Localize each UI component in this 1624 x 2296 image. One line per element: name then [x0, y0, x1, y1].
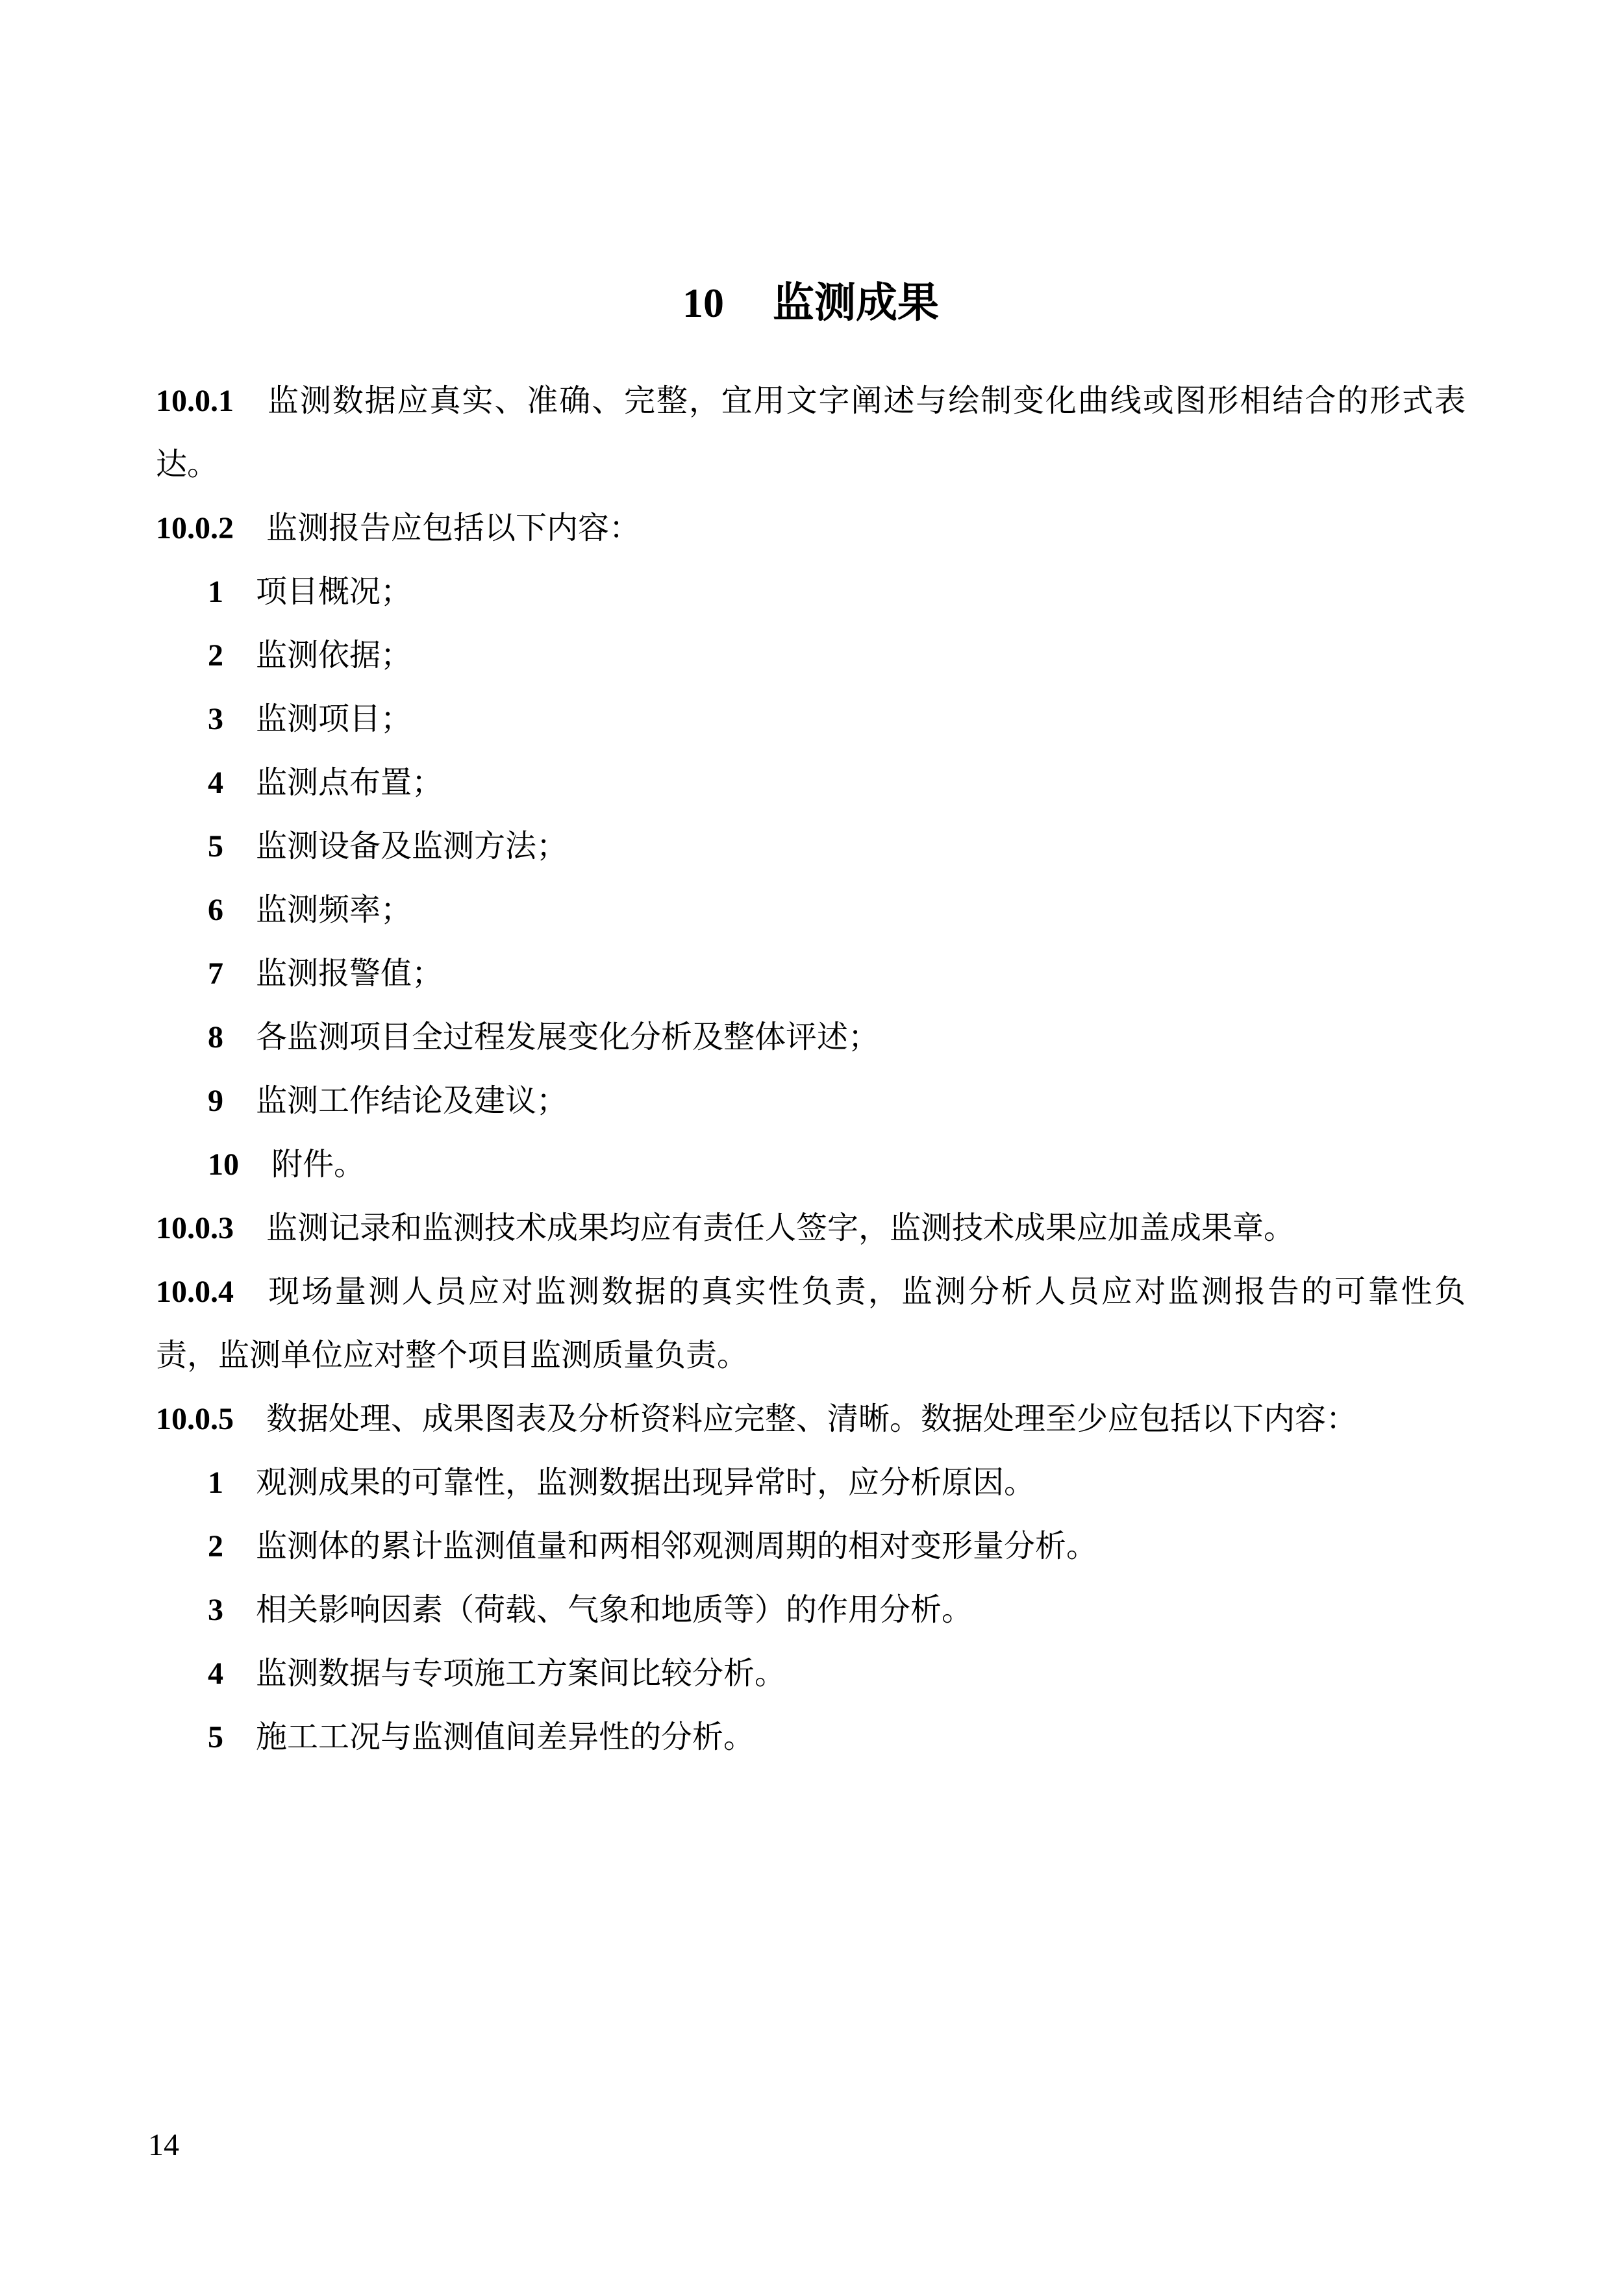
- list-item: [156, 815, 1466, 879]
- item-text: 监测报警值；: [256, 956, 443, 991]
- list-item: [156, 624, 1466, 688]
- chapter-title: [156, 282, 1466, 324]
- clause-number: 10.0.5: [156, 1402, 234, 1436]
- item-number: 5: [208, 1720, 223, 1754]
- clause-line: [156, 1324, 1466, 1388]
- item-number: 1: [208, 1466, 223, 1500]
- clause-text: 监测记录和监测技术成果均应有责任人签字，监测技术成果应加盖成果章。: [266, 1211, 1295, 1245]
- item-text: 监测数据与专项施工方案间比较分析。: [256, 1656, 786, 1691]
- chapter-number: 10: [682, 280, 724, 326]
- list-item: [156, 1706, 1466, 1769]
- item-text: 监测设备及监测方法；: [256, 829, 568, 864]
- item-text: 相关影响因素（荷载、气象和地质等）的作用分析。: [256, 1593, 973, 1627]
- list-item: [156, 1069, 1466, 1133]
- clause-number: 10.0.1: [156, 384, 234, 418]
- clause-text: 责，监测单位应对整个项目监测质量负责。: [156, 1338, 749, 1373]
- clause-number: 10.0.4: [156, 1275, 234, 1309]
- item-text: 观测成果的可靠性，监测数据出现异常时，应分析原因。: [256, 1466, 1036, 1500]
- clause-number: 10.0.3: [156, 1211, 234, 1245]
- list-item: [156, 942, 1466, 1006]
- item-text: 监测工作结论及建议；: [256, 1084, 568, 1118]
- list-item: [156, 1515, 1466, 1578]
- item-number: 2: [208, 638, 223, 673]
- item-text: 监测频率；: [256, 893, 412, 927]
- clause-text: 数据处理、成果图表及分析资料应完整、清晰。数据处理至少应包括以下内容：: [266, 1402, 1358, 1436]
- list-item: [156, 1451, 1466, 1515]
- clause-10-0-5: [156, 1388, 1466, 1769]
- clause-text: 现场量测人员应对监测数据的真实性负责，监测分析人员应对监测报告的可靠性负: [266, 1275, 1466, 1309]
- item-number: 8: [208, 1020, 223, 1054]
- item-number: 2: [208, 1529, 223, 1564]
- clause-number: 10.0.2: [156, 511, 234, 545]
- list-item: [156, 1578, 1466, 1642]
- clause-line: [156, 497, 1466, 560]
- list-item: [156, 688, 1466, 751]
- item-number: 1: [208, 575, 223, 609]
- item-text: 项目概况；: [256, 575, 412, 609]
- list-item: [156, 1006, 1466, 1069]
- clause-10-0-1: [156, 369, 1466, 497]
- list-item: [156, 1642, 1466, 1706]
- list-item: [156, 751, 1466, 815]
- clause-text: 监测数据应真实、准确、完整，宜用文字阐述与绘制变化曲线或图形相结合的形式表: [266, 384, 1466, 418]
- item-number: 5: [208, 829, 223, 864]
- clause-line: [156, 1197, 1466, 1260]
- clause-line: [156, 433, 1466, 497]
- item-number: 6: [208, 893, 223, 927]
- item-text: 监测项目；: [256, 702, 412, 736]
- clause-text: 达。: [156, 447, 219, 482]
- chapter-name: 监测成果: [773, 280, 939, 326]
- document-body: [156, 369, 1466, 1769]
- item-text: 监测体的累计监测值量和两相邻观测周期的相对变形量分析。: [256, 1529, 1098, 1564]
- item-number: 7: [208, 956, 223, 991]
- page-content: [156, 0, 1466, 1769]
- item-number: 9: [208, 1084, 223, 1118]
- item-text: 施工工况与监测值间差异性的分析。: [256, 1720, 755, 1754]
- item-text: 各监测项目全过程发展变化分析及整体评述；: [256, 1020, 880, 1054]
- item-text: 监测点布置；: [256, 766, 443, 800]
- list-item: [156, 1133, 1466, 1197]
- clause-10-0-2: [156, 497, 1466, 1197]
- list-item: [156, 879, 1466, 942]
- item-number: 4: [208, 1656, 223, 1691]
- clause-10-0-4: [156, 1260, 1466, 1388]
- clause-text: 监测报告应包括以下内容：: [266, 511, 641, 545]
- list-item: [156, 560, 1466, 624]
- item-number: 4: [208, 766, 223, 800]
- clause-line: [156, 1260, 1466, 1324]
- item-number: 10: [208, 1147, 239, 1182]
- page-number: 14: [148, 2128, 179, 2162]
- clause-line: [156, 369, 1466, 433]
- item-text: 监测依据；: [256, 638, 412, 673]
- clause-10-0-3: [156, 1197, 1466, 1260]
- item-number: 3: [208, 702, 223, 736]
- clause-line: [156, 1388, 1466, 1451]
- item-number: 3: [208, 1593, 223, 1627]
- item-text: 附件。: [271, 1147, 366, 1182]
